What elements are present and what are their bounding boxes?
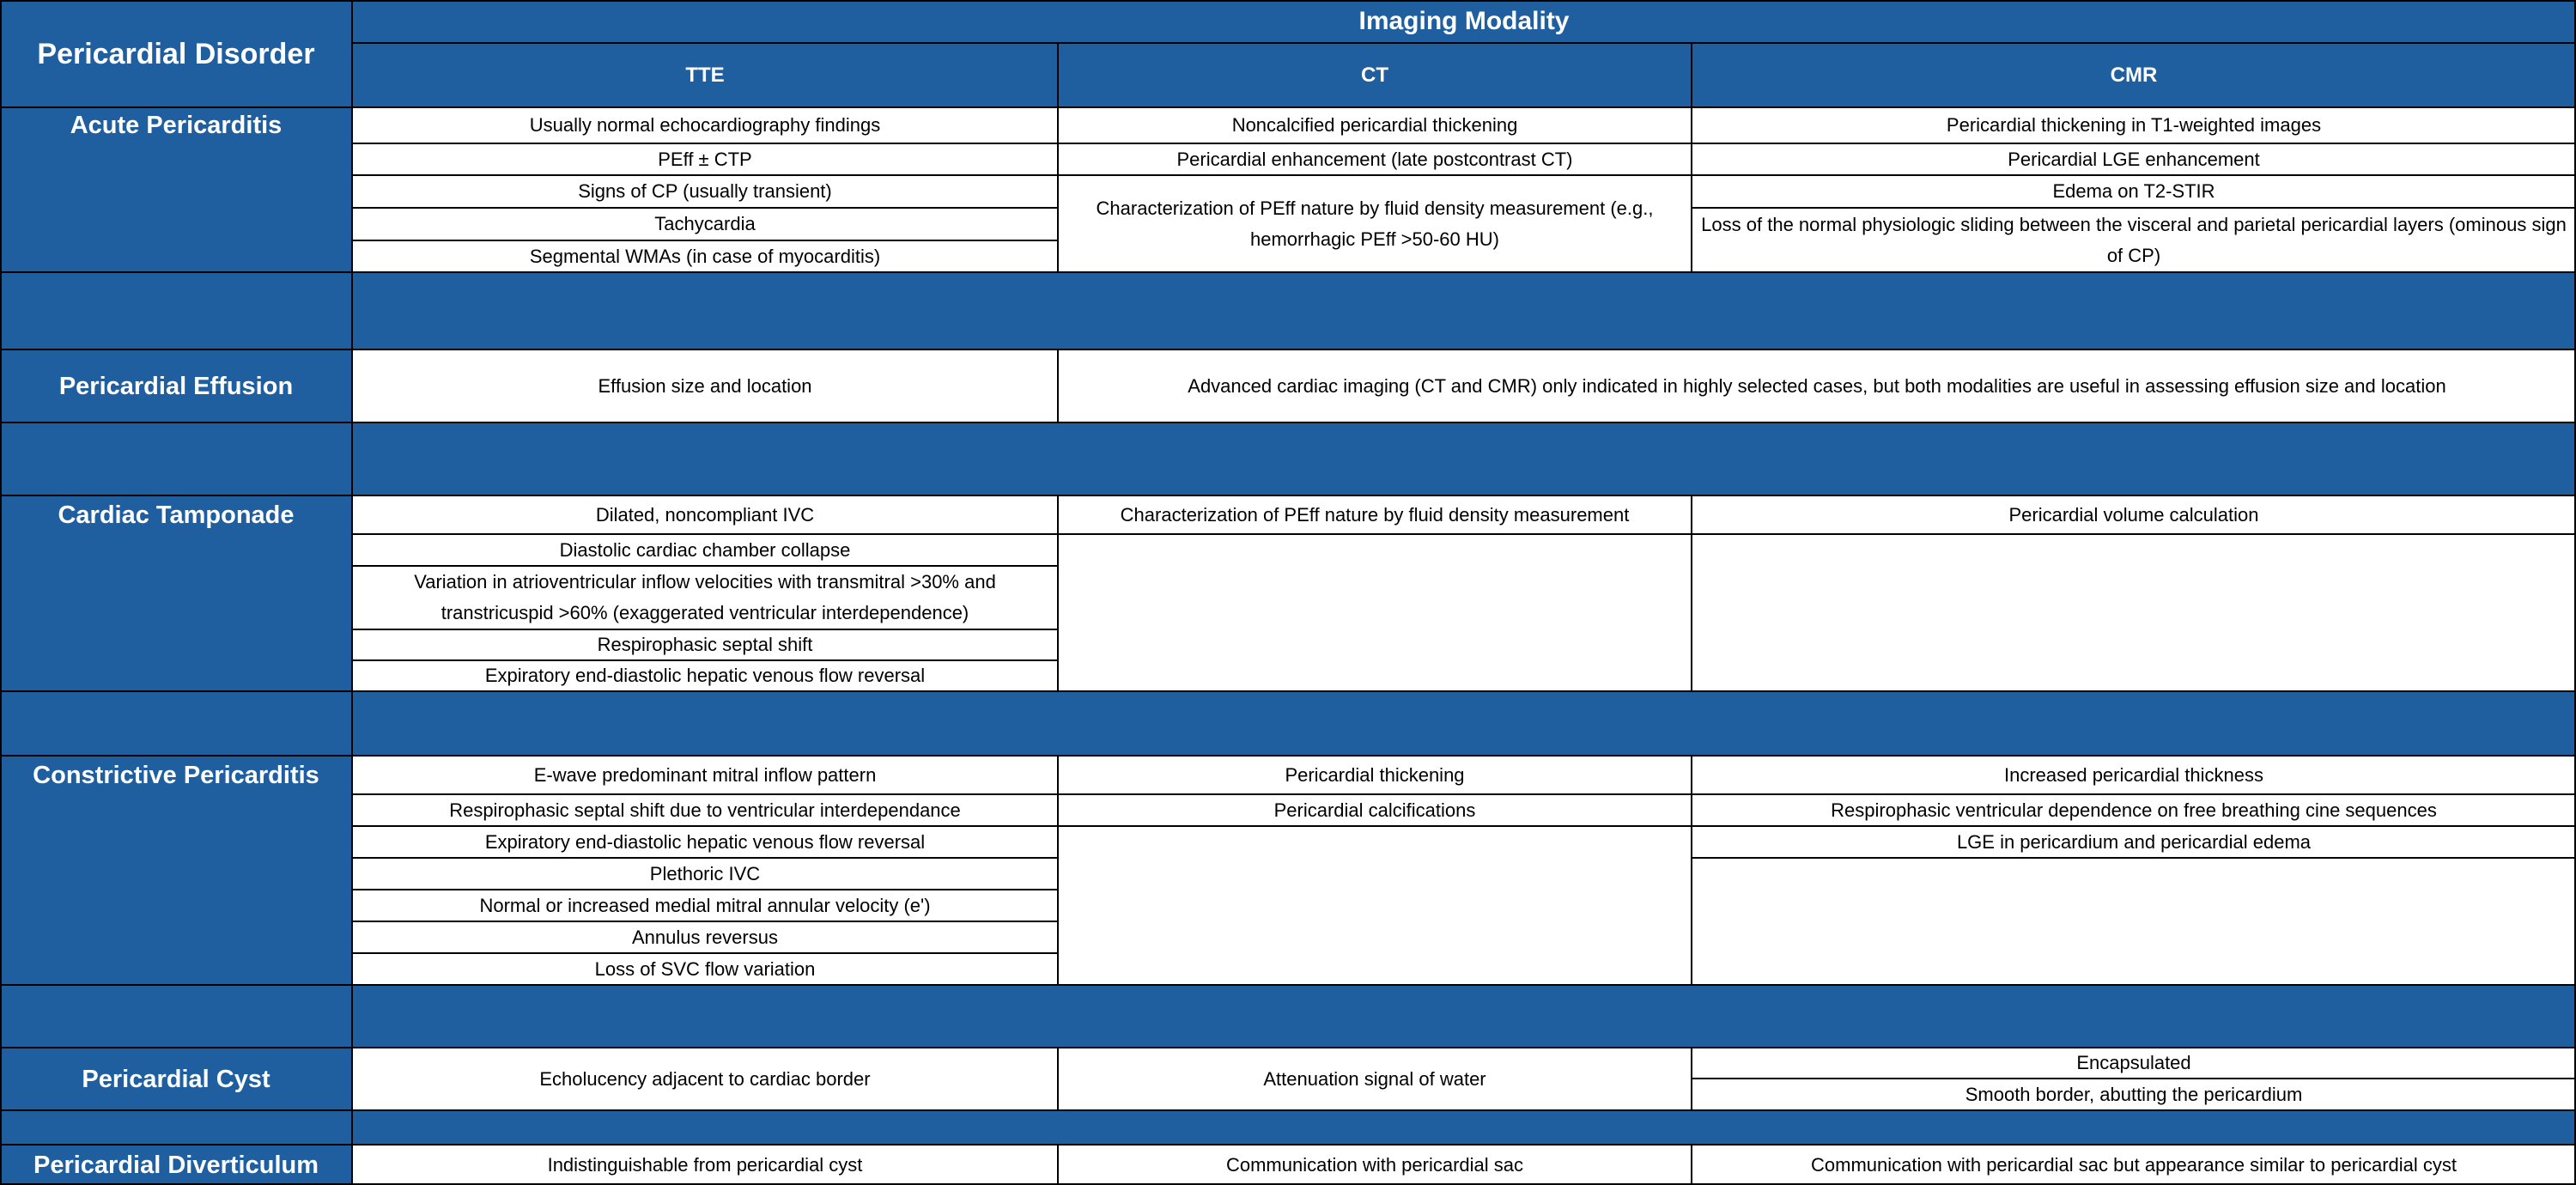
grid-line bbox=[1692, 1078, 2576, 1079]
grid-line bbox=[0, 271, 2576, 273]
row-cardiac-tamponade-continuation bbox=[0, 534, 352, 691]
cyst-cmr-1: Encapsulated bbox=[1692, 1048, 2576, 1079]
grid-line bbox=[352, 629, 1058, 630]
row-acute-pericarditis-continuation bbox=[0, 143, 352, 272]
acute-ct-3: Characterization of PEff nature by fluid density measurement (e.g., hemorrhagic PEff >50-60 HU) bbox=[1058, 175, 1692, 272]
grid-line bbox=[1057, 1145, 1059, 1185]
acute-tte-5: Segmental WMAs (in case of myocarditis) bbox=[352, 240, 1058, 272]
section-spacer bbox=[0, 272, 2576, 349]
acute-tte-2: PEff ± CTP bbox=[352, 143, 1058, 175]
grid-line bbox=[0, 690, 2576, 692]
grid-line bbox=[352, 533, 2576, 535]
row-pericardial-effusion: Pericardial Effusion bbox=[0, 349, 352, 422]
tamponade-tte-2: Diastolic cardiac chamber collapse bbox=[352, 534, 1058, 566]
constrictive-cmr-2: Respirophasic ventricular dependence on free breathing cine sequences bbox=[1692, 794, 2576, 826]
constrictive-cmr-3: LGE in pericardium and pericardial edema bbox=[1692, 826, 2576, 858]
grid-line bbox=[1691, 756, 1692, 985]
grid-line bbox=[352, 825, 2576, 827]
tamponade-tte-4: Respirophasic septal shift bbox=[352, 629, 1058, 660]
section-spacer bbox=[0, 691, 2576, 756]
grid-line bbox=[352, 793, 2576, 795]
acute-ct-1: Noncalcified pericardial thickening bbox=[1058, 107, 1692, 143]
grid-line bbox=[352, 659, 1058, 661]
grid-line bbox=[352, 921, 1058, 922]
grid-line bbox=[351, 0, 353, 1185]
constrictive-cmr-empty bbox=[1692, 858, 2576, 985]
header-disorder: Pericardial Disorder bbox=[0, 0, 352, 107]
tamponade-tte-5: Expiratory end-diastolic hepatic venous flow reversal bbox=[352, 660, 1058, 691]
acute-cmr-3: Edema on T2-STIR bbox=[1692, 175, 2576, 208]
acute-cmr-1: Pericardial thickening in T1-weighted images bbox=[1692, 107, 2576, 143]
grid-line bbox=[1057, 495, 1059, 691]
constrictive-ct-empty bbox=[1058, 826, 1692, 985]
grid-line bbox=[1691, 43, 1692, 272]
cyst-tte-1: Echolucency adjacent to cardiac border bbox=[352, 1048, 1058, 1110]
section-spacer bbox=[0, 422, 2576, 495]
constrictive-tte-7: Loss of SVC flow variation bbox=[352, 953, 1058, 985]
grid-line bbox=[352, 952, 1058, 954]
constrictive-tte-6: Annulus reversus bbox=[352, 921, 1058, 953]
acute-cmr-2: Pericardial LGE enhancement bbox=[1692, 143, 2576, 175]
grid-line bbox=[0, 106, 2576, 108]
tamponade-tte-1: Dilated, noncompliant IVC bbox=[352, 495, 1058, 534]
grid-line bbox=[1691, 495, 1692, 691]
header-col-cmr: CMR bbox=[1692, 43, 2576, 107]
acute-tte-1: Usually normal echocardiography findings bbox=[352, 107, 1058, 143]
tamponade-ct-empty bbox=[1058, 534, 1692, 691]
section-spacer bbox=[0, 985, 2576, 1048]
grid-line bbox=[0, 495, 2576, 496]
grid-line bbox=[1692, 857, 2576, 859]
grid-line bbox=[352, 565, 1058, 567]
tamponade-cmr-empty bbox=[1692, 534, 2576, 691]
constrictive-cmr-1: Increased pericardial thickness bbox=[1692, 756, 2576, 794]
grid-line bbox=[0, 755, 2576, 757]
acute-tte-4: Tachycardia bbox=[352, 208, 1058, 240]
tamponade-tte-3: Variation in atrioventricular inflow velocities with transmitral >30% and transtricuspid >60% (exaggerated ventricular interdependence) bbox=[352, 566, 1058, 629]
cyst-cmr-2: Smooth border, abutting the pericardium bbox=[1692, 1079, 2576, 1110]
grid-line bbox=[1691, 1145, 1692, 1185]
grid-line bbox=[1057, 756, 1059, 985]
grid-line bbox=[0, 349, 2576, 350]
grid-line bbox=[352, 42, 2576, 44]
acute-cmr-4: Loss of the normal physiologic sliding between the visceral and parietal pericardial layers (ominous sign of CP) bbox=[1692, 208, 2576, 272]
grid-line bbox=[1057, 1048, 1059, 1110]
diverticulum-ct-1: Communication with pericardial sac bbox=[1058, 1145, 1692, 1185]
grid-line bbox=[0, 422, 2576, 423]
cyst-ct-1: Attenuation signal of water bbox=[1058, 1048, 1692, 1110]
grid-line bbox=[0, 1109, 2576, 1111]
acute-ct-2: Pericardial enhancement (late postcontrast CT) bbox=[1058, 143, 1692, 175]
grid-line bbox=[1057, 349, 1059, 422]
diverticulum-cmr-1: Communication with pericardial sac but appearance similar to pericardial cyst bbox=[1692, 1145, 2576, 1185]
effusion-ct-cmr: Advanced cardiac imaging (CT and CMR) only indicated in highly selected cases, but both modalities are useful in assessing effusion size and location bbox=[1058, 349, 2576, 422]
grid-line bbox=[0, 0, 2, 1185]
constrictive-tte-2: Respirophasic septal shift due to ventricular interdependance bbox=[352, 794, 1058, 826]
grid-line bbox=[352, 207, 1058, 209]
grid-line bbox=[0, 984, 2576, 986]
header-col-tte: TTE bbox=[352, 43, 1058, 107]
constrictive-ct-2: Pericardial calcifications bbox=[1058, 794, 1692, 826]
section-spacer bbox=[0, 1110, 2576, 1145]
diverticulum-tte-1: Indistinguishable from pericardial cyst bbox=[352, 1145, 1058, 1185]
header-col-ct: CT bbox=[1058, 43, 1692, 107]
grid-line bbox=[352, 174, 2576, 176]
row-pericardial-cyst: Pericardial Cyst bbox=[0, 1048, 352, 1110]
constrictive-tte-4: Plethoric IVC bbox=[352, 858, 1058, 890]
row-constrictive-pericarditis: Constrictive Pericarditis bbox=[0, 756, 352, 794]
effusion-tte-1: Effusion size and location bbox=[352, 349, 1058, 422]
grid-line bbox=[352, 889, 1058, 890]
row-cardiac-tamponade: Cardiac Tamponade bbox=[0, 495, 352, 534]
grid-line bbox=[352, 240, 1058, 241]
constrictive-tte-3: Expiratory end-diastolic hepatic venous flow reversal bbox=[352, 826, 1058, 858]
header-imaging-modality: Imaging Modality bbox=[352, 0, 2576, 43]
tamponade-cmr-1: Pericardial volume calculation bbox=[1692, 495, 2576, 534]
row-constrictive-pericarditis-continuation bbox=[0, 794, 352, 985]
row-acute-pericarditis: Acute Pericarditis bbox=[0, 107, 352, 143]
grid-line bbox=[1057, 43, 1059, 272]
tamponade-ct-1: Characterization of PEff nature by fluid density measurement bbox=[1058, 495, 1692, 534]
grid-line bbox=[352, 143, 2576, 144]
grid-line bbox=[0, 1047, 2576, 1048]
constrictive-tte-5: Normal or increased medial mitral annular velocity (e') bbox=[352, 890, 1058, 921]
acute-tte-3: Signs of CP (usually transient) bbox=[352, 175, 1058, 208]
grid-line bbox=[0, 1144, 2576, 1146]
constrictive-ct-1: Pericardial thickening bbox=[1058, 756, 1692, 794]
grid-line bbox=[0, 0, 2576, 2]
constrictive-tte-1: E-wave predominant mitral inflow pattern bbox=[352, 756, 1058, 794]
grid-line bbox=[352, 857, 1058, 859]
row-pericardial-diverticulum: Pericardial Diverticulum bbox=[0, 1145, 352, 1185]
grid-line bbox=[1692, 207, 2576, 209]
